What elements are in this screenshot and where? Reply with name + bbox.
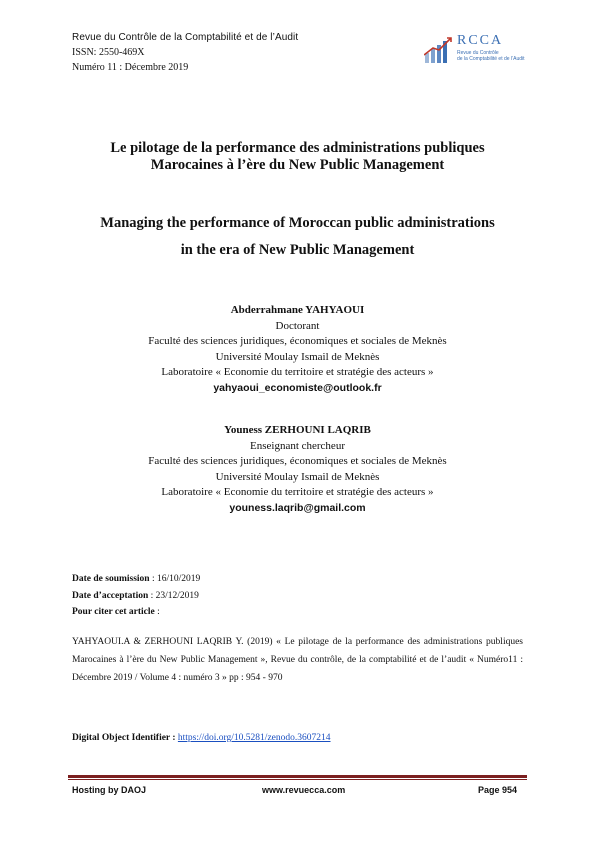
- author-role: Doctorant: [275, 319, 320, 332]
- cite-suffix: :: [154, 607, 160, 617]
- title-french-line1: Le pilotage de la performance des administrations publiques: [110, 140, 485, 156]
- footer-page-number: Page 954: [478, 785, 518, 795]
- author-university: Université Moulay Ismail de Meknès: [215, 470, 380, 483]
- journal-logo: [424, 33, 544, 73]
- cite-heading: [72, 604, 200, 621]
- citation-text: YAHYAOUI.A & ZERHOUNI LAQRIB Y. (2019) « Le pilotage de la performance des administrations publiques Marocaines à l’ère du New Public Management », Revue du contrôle, de la comptabilité et de l’audit « Numéro11 : Décembre 2019 / Volume 4 : numéro 3 » pp : 954 - 970: [72, 637, 523, 683]
- journal-name: Revue du Contrôle de la Comptabilité et de l’Audit: [72, 32, 299, 43]
- running-header: [72, 30, 298, 75]
- title-french-line2: Marocaines à l’ère du New Public Management: [150, 157, 445, 173]
- logo-subtitle-line1: Revue du Contrôle: [457, 50, 499, 56]
- submission-date: [72, 571, 200, 588]
- author-faculty: Faculté des sciences juridiques, économiques et sociales de Meknès: [148, 455, 447, 467]
- doi-label: Digital Object Identifier :: [72, 733, 176, 743]
- submission-label: Date de soumission: [72, 574, 150, 584]
- footer-hosting: Hosting by DAOJ: [72, 785, 147, 795]
- issue-number: Numéro 11 : Décembre 2019: [72, 62, 189, 73]
- author-block-2: [60, 423, 535, 516]
- acceptance-value: : 23/12/2019: [148, 590, 199, 601]
- author-name: Abderrahmane YAHYAOUI: [230, 304, 365, 316]
- logo-subtitle-line2: de la Comptabilité et de l’Audit: [457, 56, 525, 62]
- bar-chart-logo-icon: [424, 35, 452, 65]
- author-email[interactable]: yahyaoui_economiste@outlook.fr: [213, 381, 382, 394]
- title-french: [40, 140, 555, 174]
- logo-name: RCCA: [457, 33, 504, 48]
- logo-subtitle: [457, 50, 547, 62]
- doi-link[interactable]: https://doi.org/10.5281/zenodo.3607214: [177, 733, 331, 743]
- author-name: Youness ZERHOUNI LAQRIB: [224, 424, 371, 436]
- author-email[interactable]: youness.laqrib@gmail.com: [229, 501, 366, 514]
- cite-label: Pour citer cet article: [72, 607, 155, 617]
- author-lab: Laboratoire « Economie du territoire et stratégie des acteurs »: [161, 366, 434, 378]
- doi-line: [72, 733, 331, 743]
- issn: ISSN: 2550-469X: [72, 47, 145, 58]
- title-english-line1: Managing the performance of Moroccan public administrations: [100, 215, 495, 231]
- acceptance-date: [72, 588, 200, 605]
- submission-value: : 16/10/2019: [149, 574, 201, 584]
- title-english: [40, 210, 555, 264]
- author-university: Université Moulay Ismail de Meknès: [215, 350, 380, 363]
- title-english-line2: in the era of New Public Management: [180, 242, 415, 258]
- author-block-1: [60, 303, 535, 396]
- author-faculty: Faculté des sciences juridiques, économiques et sociales de Meknès: [148, 335, 447, 347]
- footer-website[interactable]: www.revuecca.com: [262, 785, 346, 795]
- acceptance-label: Date d’acceptation: [72, 590, 149, 601]
- author-lab: Laboratoire « Economie du territoire et stratégie des acteurs »: [161, 486, 434, 498]
- footer-rule: [68, 775, 527, 778]
- article-dates: [72, 571, 200, 621]
- author-role: Enseignant chercheur: [250, 439, 345, 452]
- footer-rule-thin: [68, 779, 527, 780]
